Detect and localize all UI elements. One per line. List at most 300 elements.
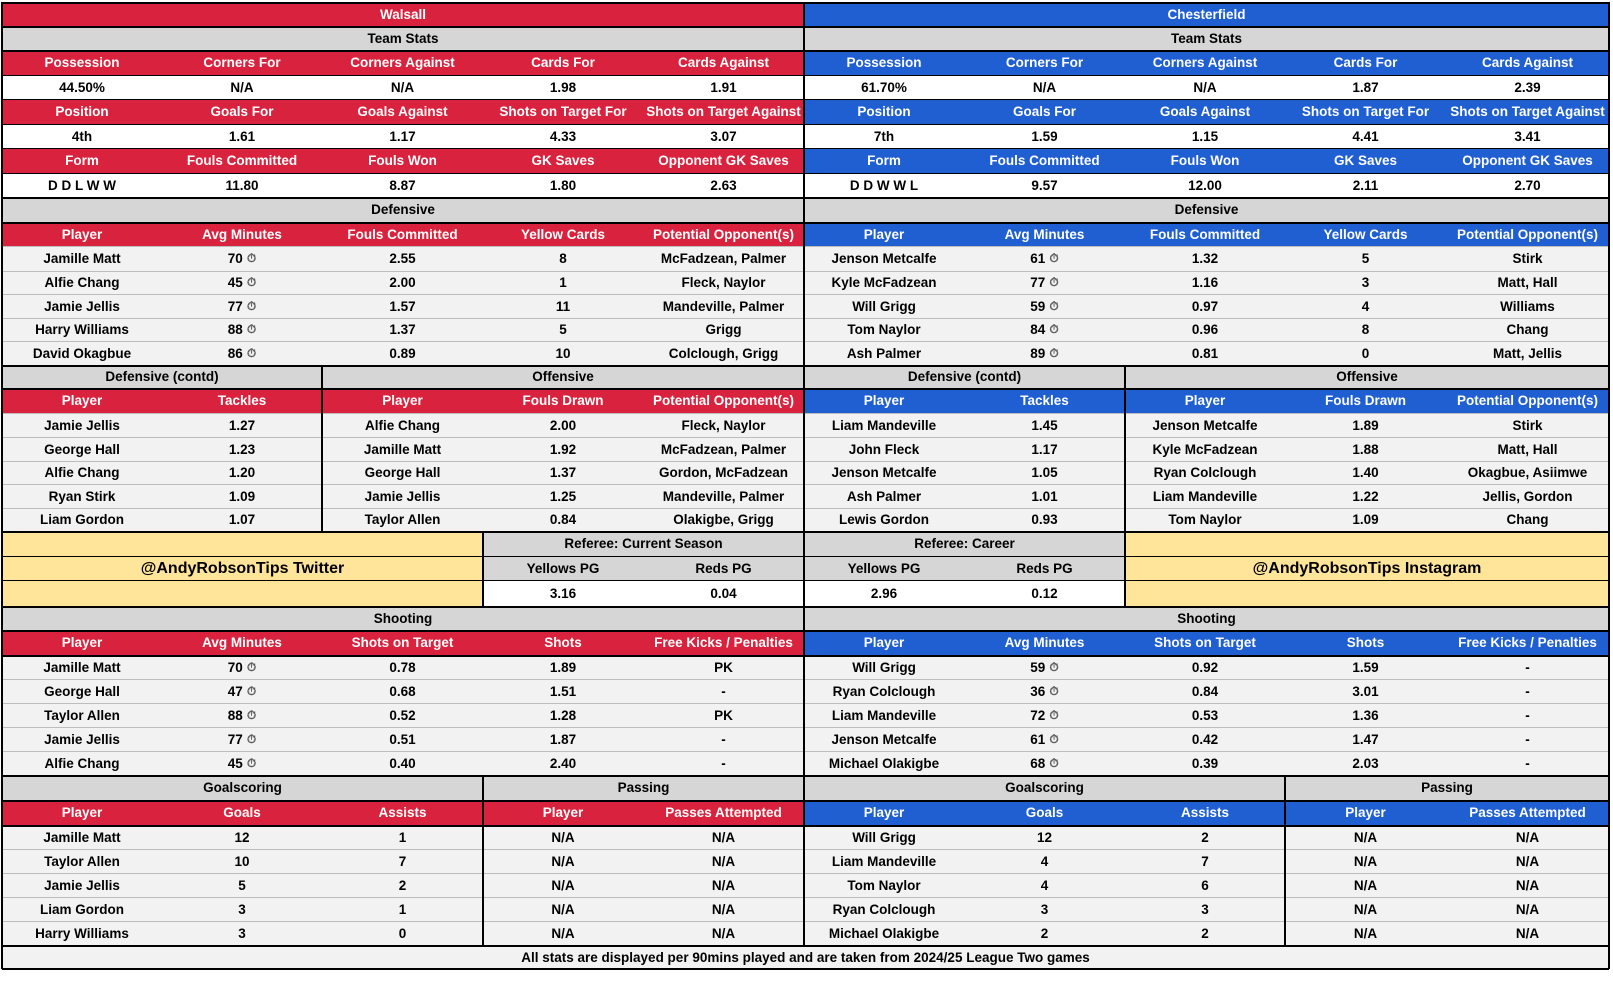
chesterfield-team-title-text: Chesterfield [1167,6,1246,22]
chesterfield-defensive-contd-cell [964,437,1125,461]
chesterfield-passing-title-text: Passing [1421,780,1473,795]
walsall-defensive-cell [322,318,483,341]
divider [2,655,1609,657]
chesterfield-shooting-cell-text: 1.36 [1352,707,1379,723]
row-divider [2,556,1609,557]
walsall-offensive-cell-text: 1.25 [549,488,577,504]
chesterfield-defensive-cell [1125,271,1285,294]
walsall-goalscoring-header-text: Goals [223,805,261,820]
walsall-offensive-cell [322,484,483,508]
walsall-shooting-header [322,630,483,655]
walsall-team-stat-value [643,124,804,148]
walsall-defensive-contd-cell-text: 1.07 [228,512,256,527]
walsall-team-stat-value-text: 3.07 [710,128,737,144]
chesterfield-defensive-cell-text: 1.16 [1191,275,1219,290]
walsall-offensive-title [322,365,804,388]
walsall-team-stat-label-text: Shots on Target For [499,104,627,119]
chesterfield-shooting-cell [1125,727,1285,751]
walsall-defensive-cell-text: 45 [227,275,243,290]
chesterfield-shooting-cell-text: 0.39 [1191,755,1219,771]
chesterfield-offensive-cell [1285,437,1446,461]
chesterfield-passing-cell [1285,825,1446,849]
chesterfield-team-stat-label-text: Opponent GK Saves [1462,153,1593,168]
walsall-defensive-cell [483,294,643,318]
walsall-goalscoring-header [162,800,322,825]
walsall-offensive-cell [483,484,643,508]
chesterfield-offensive-cell-text: Okagbue, Asiimwe [1467,465,1588,480]
walsall-passing-cell-text: N/A [551,853,575,869]
chesterfield-passing-cell-text: N/A [1515,853,1540,869]
walsall-defensive-cell [483,271,643,294]
chesterfield-offensive-cell [1446,437,1609,461]
walsall-defensive-cell [2,318,162,341]
divider [2,197,1609,199]
chesterfield-defensive-cell-text: Stirk [1512,251,1543,266]
chesterfield-team-stat-label [964,99,1125,124]
walsall-shooting-header-text: Player [61,635,103,650]
walsall-shooting-cell [162,727,322,751]
walsall-shooting-cell [483,679,643,703]
walsall-passing-cell [643,897,804,921]
chesterfield-shooting-cell-text: Jenson Metcalfe [831,731,937,747]
walsall-offensive-cell-text: Taylor Allen [364,512,441,527]
walsall-passing-title-text: Passing [617,780,670,795]
row-divider [2,413,1609,414]
walsall-shooting-cell-text: 0.52 [389,707,416,723]
walsall-passing-title [483,775,804,800]
twitter-promo-text: @AndyRobsonTips Twitter [140,559,345,577]
walsall-goalscoring-header-text: Assists [378,805,427,820]
chesterfield-goalscoring-header [964,800,1125,825]
chesterfield-offensive-cell-text: Jellis, Gordon [1482,488,1573,504]
walsall-defensive-header-text: Potential Opponent(s) [653,226,794,242]
walsall-defensive-cell [162,341,322,365]
walsall-offensive-cell [483,508,643,531]
walsall-offensive-title-text: Offensive [532,369,594,384]
walsall-shooting-cell-text: 1.89 [549,659,577,675]
chesterfield-shooting-header [1285,630,1446,655]
chesterfield-defensive-cell-text: 0 [1361,345,1370,361]
chesterfield-defensive-cell-text: 5 [1361,251,1370,266]
row-divider [2,580,1609,581]
chesterfield-shooting-header [964,630,1125,655]
stopwatch-icon: ⏱ [246,322,257,336]
referee-career-reds-value [964,580,1125,606]
chesterfield-passing-header-text: Passes Attempted [1469,805,1586,820]
chesterfield-team-stat-value [1446,173,1609,197]
chesterfield-shooting-cell [1446,703,1609,727]
stopwatch-icon: ⏱ [246,683,257,698]
chesterfield-offensive-cell [1125,413,1285,437]
chesterfield-offensive-header-text: Fouls Drawn [1324,393,1406,408]
chesterfield-defensive-contd-cell-text: 1.05 [1031,465,1058,480]
walsall-team-stat-value-text: D D L W W [48,177,116,193]
chesterfield-team-stat-value-text: 7th [873,128,895,144]
chesterfield-offensive-title-text: Offensive [1336,369,1398,384]
stopwatch-icon: ⏱ [1049,275,1059,289]
walsall-shooting-title-text: Shooting [373,610,433,626]
chesterfield-team-stat-value-text: N/A [1193,79,1217,95]
chesterfield-defensive-cell [1285,246,1446,271]
chesterfield-team-stat-label [1125,99,1285,124]
section-divider [482,775,484,945]
walsall-team-stat-label-text: Goals Against [357,104,448,119]
chesterfield-team-stat-label-text: Shots on Target For [1301,104,1430,119]
walsall-team-stat-value [162,75,322,99]
outer-right-edge [1608,2,1610,969]
walsall-defensive-cell [162,271,322,294]
row-divider [2,437,1609,438]
walsall-shooting-cell-text: PK [714,707,733,723]
walsall-team-stat-label-text: Fouls Won [368,153,437,168]
walsall-shooting-header-text: Free Kicks / Penalties [654,635,793,650]
chesterfield-offensive-header [1125,388,1285,413]
chesterfield-offensive-header [1285,388,1446,413]
walsall-defensive-header [322,222,483,246]
walsall-shooting-cell-text: - [721,755,726,771]
row-divider [2,124,1609,125]
referee-current-title [483,531,804,556]
chesterfield-goalscoring-cell-text: Michael Olakigbe [828,925,940,941]
walsall-defensive-cell [2,271,162,294]
walsall-passing-cell-text: N/A [711,829,736,845]
chesterfield-shooting-header-text: Free Kicks / Penalties [1458,635,1597,650]
chesterfield-defensive-contd-cell-text: 1.45 [1031,417,1058,433]
walsall-goalscoring-header-text: Player [61,805,103,820]
chesterfield-defensive-cell-text: Kyle McFadzean [831,275,937,290]
walsall-shooting-cell-text: George Hall [44,683,120,699]
chesterfield-shooting-title [804,606,1609,630]
walsall-team-stat-label [2,99,162,124]
chesterfield-team-stat-label-text: Corners Against [1152,55,1258,70]
walsall-offensive-cell-text: 2.00 [549,417,577,433]
chesterfield-team-stat-label-text: Goals For [1012,104,1076,119]
walsall-goalscoring-cell-text: 0 [398,925,407,941]
chesterfield-offensive-cell-text: Matt, Hall [1497,441,1558,457]
chesterfield-offensive-cell-text: Stirk [1512,417,1543,433]
chesterfield-shooting-cell-text: 36 [1030,683,1046,699]
chesterfield-defensive-contd-cell [964,484,1125,508]
row-divider [2,849,1609,850]
chesterfield-goalscoring-cell-text: 3 [1201,901,1209,917]
chesterfield-offensive-cell [1125,461,1285,484]
chesterfield-shooting-cell-text: - [1525,659,1530,675]
walsall-goalscoring-cell [162,873,322,897]
stopwatch-icon: ⏱ [1049,251,1059,265]
referee-current-yellows-header-text: Yellows PG [526,560,600,576]
walsall-offensive-cell-text: McFadzean, Palmer [660,441,787,457]
chesterfield-team-stat-value-text: 2.11 [1352,177,1379,193]
walsall-offensive-cell-text: Olakigbe, Grigg [673,512,774,527]
walsall-shooting-cell [162,655,322,679]
walsall-defensive-header [643,222,804,246]
chesterfield-shooting-cell-text: Ryan Colclough [832,683,936,699]
section-divider [1124,365,1126,531]
divider [2,531,1609,533]
chesterfield-defensive-cell-text: 3 [1361,275,1370,290]
walsall-goalscoring-cell-text: Harry Williams [35,925,129,941]
walsall-defensive-title-text: Defensive [371,202,435,217]
chesterfield-defensive-cell-text: Matt, Jellis [1492,345,1563,361]
walsall-shooting-cell [322,679,483,703]
row-divider [2,75,1609,76]
chesterfield-team-stat-value [804,173,964,197]
chesterfield-team-stat-value-text: 9.57 [1031,177,1058,193]
walsall-shooting-cell [2,703,162,727]
walsall-team-stat-label [322,148,483,173]
chesterfield-defensive-contd-cell-text: 1.01 [1031,488,1058,504]
referee-current-yellows-value [483,580,643,606]
chesterfield-team-stat-value [1285,173,1446,197]
walsall-team-stat-label-text: Shots on Target Against [646,104,801,119]
row-divider [2,99,1609,100]
walsall-team-stat-value-text: N/A [230,79,254,95]
divider [2,630,1609,632]
walsall-defensive-contd-header-text: Player [61,393,103,408]
walsall-defensive-contd-cell-text: 1.09 [228,488,256,504]
walsall-team-stat-label [643,148,804,173]
chesterfield-defensive-header-text: Fouls Committed [1149,226,1261,242]
referee-career-yellows-header-text: Yellows PG [847,560,921,576]
walsall-defensive-contd-cell [2,413,162,437]
walsall-team-stat-value [322,75,483,99]
walsall-goalscoring-cell-text: 10 [234,853,250,869]
chesterfield-team-stat-label-text: Corners For [1005,55,1084,70]
chesterfield-passing-cell-text: N/A [1353,901,1378,917]
team-split-divider [803,2,805,945]
chesterfield-defensive-cell-text: Ash Palmer [846,345,922,361]
chesterfield-shooting-cell-text: Liam Mandeville [831,707,937,723]
walsall-shooting-cell-text: - [721,731,726,747]
chesterfield-offensive-cell [1446,508,1609,531]
walsall-goalscoring-title-text: Goalscoring [203,780,282,795]
walsall-defensive-cell-text: 77 [227,298,243,314]
walsall-offensive-cell [322,461,483,484]
chesterfield-defensive-cell-text: Jenson Metcalfe [831,251,937,266]
walsall-defensive-cell-text: 0.89 [389,345,416,361]
divider [2,800,1609,802]
chesterfield-defensive-contd-header-text: Player [863,393,905,408]
chesterfield-defensive-contd-cell-text: Ash Palmer [846,488,922,504]
chesterfield-shooting-cell [804,655,964,679]
walsall-defensive-header-text: Yellow Cards [520,226,606,242]
chesterfield-shooting-cell [1285,751,1446,775]
divider [2,50,1609,52]
walsall-goalscoring-cell [2,921,162,945]
chesterfield-defensive-cell-text: Williams [1500,298,1555,314]
chesterfield-defensive-contd-cell [964,413,1125,437]
chesterfield-defensive-cell [964,341,1125,365]
chesterfield-passing-cell-text: N/A [1353,829,1378,845]
referee-current-reds-header [643,556,804,580]
chesterfield-shooting-cell [804,703,964,727]
walsall-passing-cell-text: N/A [711,901,736,917]
walsall-team-stat-label-text: Corners For [203,55,281,70]
chesterfield-defensive-cell [1285,271,1446,294]
walsall-passing-cell [483,849,643,873]
chesterfield-goalscoring-cell-text: 3 [1040,901,1049,917]
chesterfield-defensive-cell-text: 1.32 [1191,251,1219,266]
row-divider [2,246,1609,247]
walsall-defensive-contd-cell [162,508,322,531]
chesterfield-goalscoring-cell [1125,873,1285,897]
chesterfield-shooting-cell [1446,679,1609,703]
chesterfield-offensive-cell-text: 1.88 [1352,441,1379,457]
chesterfield-defensive-cell [804,246,964,271]
section-divider [482,531,484,606]
chesterfield-defensive-cell [804,294,964,318]
referee-current-reds-header-text: Reds PG [695,560,752,576]
walsall-defensive-contd-cell [162,461,322,484]
walsall-team-stat-value-text: 1.80 [549,177,577,193]
walsall-shooting-cell-text: Jamille Matt [43,659,121,675]
walsall-defensive-cell [2,294,162,318]
walsall-offensive-cell [483,461,643,484]
chesterfield-team-stat-value [1125,124,1285,148]
chesterfield-defensive-contd-title-text: Defensive (contd) [907,369,1022,384]
walsall-shooting-cell [483,655,643,679]
chesterfield-passing-header [1285,800,1446,825]
chesterfield-defensive-contd-cell-text: Liam Mandeville [831,417,937,433]
chesterfield-team-stat-label [804,99,964,124]
section-divider [1284,775,1286,945]
walsall-offensive-header-text: Potential Opponent(s) [653,393,794,408]
walsall-shooting-cell [2,727,162,751]
chesterfield-shooting-cell-text: Will Grigg [852,659,916,675]
chesterfield-goalscoring-cell [964,849,1125,873]
walsall-goalscoring-cell [322,825,483,849]
chesterfield-defensive-cell-text: 84 [1030,322,1046,337]
row-divider [2,727,1609,728]
chesterfield-shooting-cell [1285,679,1446,703]
chesterfield-passing-cell [1446,897,1609,921]
chesterfield-goalscoring-cell [964,921,1125,945]
walsall-team-stat-value [483,75,643,99]
walsall-defensive-cell [2,246,162,271]
walsall-offensive-header [322,388,483,413]
chesterfield-shooting-cell [1285,655,1446,679]
walsall-shooting-cell-text: 0.78 [389,659,416,675]
stopwatch-icon: ⏱ [246,345,257,360]
chesterfield-team-stat-value-text: 2.70 [1514,177,1541,193]
chesterfield-goalscoring-cell [804,873,964,897]
chesterfield-goalscoring-title-text: Goalscoring [1005,780,1084,795]
walsall-team-stat-value-text: 44.50% [59,79,105,95]
chesterfield-team-stat-value-text: 4.41 [1352,128,1379,144]
walsall-defensive-cell [643,271,804,294]
walsall-shooting-header [483,630,643,655]
chesterfield-goalscoring-cell [964,873,1125,897]
walsall-defensive-cell [643,294,804,318]
chesterfield-offensive-cell-text: 1.40 [1352,465,1379,480]
chesterfield-shooting-header-text: Player [863,635,905,650]
instagram-promo-text: @AndyRobsonTips Instagram [1252,559,1482,577]
walsall-defensive-cell [483,341,643,365]
chesterfield-shooting-cell [964,727,1125,751]
walsall-offensive-cell [322,437,483,461]
walsall-offensive-cell [322,508,483,531]
walsall-team-stat-label [162,148,322,173]
walsall-defensive-contd-header-text: Tackles [217,393,267,408]
walsall-team-stat-label-text: Possession [44,55,120,70]
walsall-goalscoring-cell [2,825,162,849]
chesterfield-defensive-cell [1446,318,1609,341]
stopwatch-icon: ⏱ [1049,298,1059,313]
chesterfield-defensive-cell [804,318,964,341]
chesterfield-team-stat-value-text: 61.70% [861,79,907,95]
walsall-defensive-cell [2,341,162,365]
chesterfield-defensive-header [964,222,1125,246]
chesterfield-defensive-header-text: Potential Opponent(s) [1457,226,1598,242]
walsall-passing-cell [643,849,804,873]
walsall-shooting-cell [643,751,804,775]
walsall-passing-cell [483,921,643,945]
walsall-team-stat-label-text: Corners Against [350,55,455,70]
walsall-defensive-cell-text: 86 [227,345,243,361]
walsall-team-stat-label [162,99,322,124]
chesterfield-shooting-cell-text: 3.01 [1352,683,1379,699]
walsall-shooting-cell-text: Jamie Jellis [44,731,120,747]
walsall-offensive-cell-text: Alfie Chang [364,417,440,433]
walsall-shooting-cell-text: 0.40 [389,755,416,771]
row-divider [2,318,1609,319]
walsall-goalscoring-cell [2,873,162,897]
walsall-defensive-header [162,222,322,246]
walsall-team-stat-value-text: 1.61 [228,128,256,144]
chesterfield-defensive-contd-header [804,388,964,413]
walsall-goalscoring-cell [322,873,483,897]
chesterfield-team-stats-title [804,26,1609,50]
walsall-team-stat-label-text: Cards For [531,55,595,70]
walsall-shooting-header-text: Shots [544,635,582,650]
chesterfield-shooting-cell-text: 2.03 [1352,755,1379,771]
walsall-passing-cell [483,825,643,849]
chesterfield-defensive-cell [1446,246,1609,271]
chesterfield-goalscoring-cell-text: 4 [1040,877,1049,893]
chesterfield-offensive-cell [1285,461,1446,484]
walsall-offensive-cell-text: Mandeville, Palmer [662,488,785,504]
walsall-team-stat-value-text: 1.98 [549,79,577,95]
walsall-goalscoring-cell [162,921,322,945]
chesterfield-shooting-cell [1285,727,1446,751]
walsall-passing-header [483,800,643,825]
walsall-shooting-cell-text: PK [714,659,733,675]
walsall-defensive-contd-cell [162,437,322,461]
outer-left-edge [1,2,3,969]
chesterfield-goalscoring-header [1125,800,1285,825]
walsall-shooting-cell [643,655,804,679]
walsall-goalscoring-cell-text: Jamille Matt [43,829,121,845]
stopwatch-icon: ⏱ [246,298,257,313]
walsall-defensive-cell-text: Colclough, Grigg [668,345,779,361]
walsall-team-stat-label [643,99,804,124]
walsall-team-stat-label [483,50,643,75]
chesterfield-defensive-cell [1446,271,1609,294]
chesterfield-offensive-cell [1446,413,1609,437]
chesterfield-shooting-cell [1446,727,1609,751]
row-divider [2,294,1609,295]
walsall-defensive-header-text: Fouls Committed [347,226,458,242]
chesterfield-team-stat-label-text: Shots on Target Against [1450,104,1605,119]
walsall-goalscoring-cell-text: 12 [234,829,250,845]
walsall-team-stat-label [2,148,162,173]
chesterfield-team-stat-label-text: Fouls Won [1170,153,1240,168]
chesterfield-offensive-cell-text: 1.22 [1352,488,1379,504]
chesterfield-defensive-contd-cell [804,413,964,437]
chesterfield-passing-title [1285,775,1609,800]
chesterfield-shooting-header [1446,630,1609,655]
stopwatch-icon: ⏱ [1049,731,1059,746]
